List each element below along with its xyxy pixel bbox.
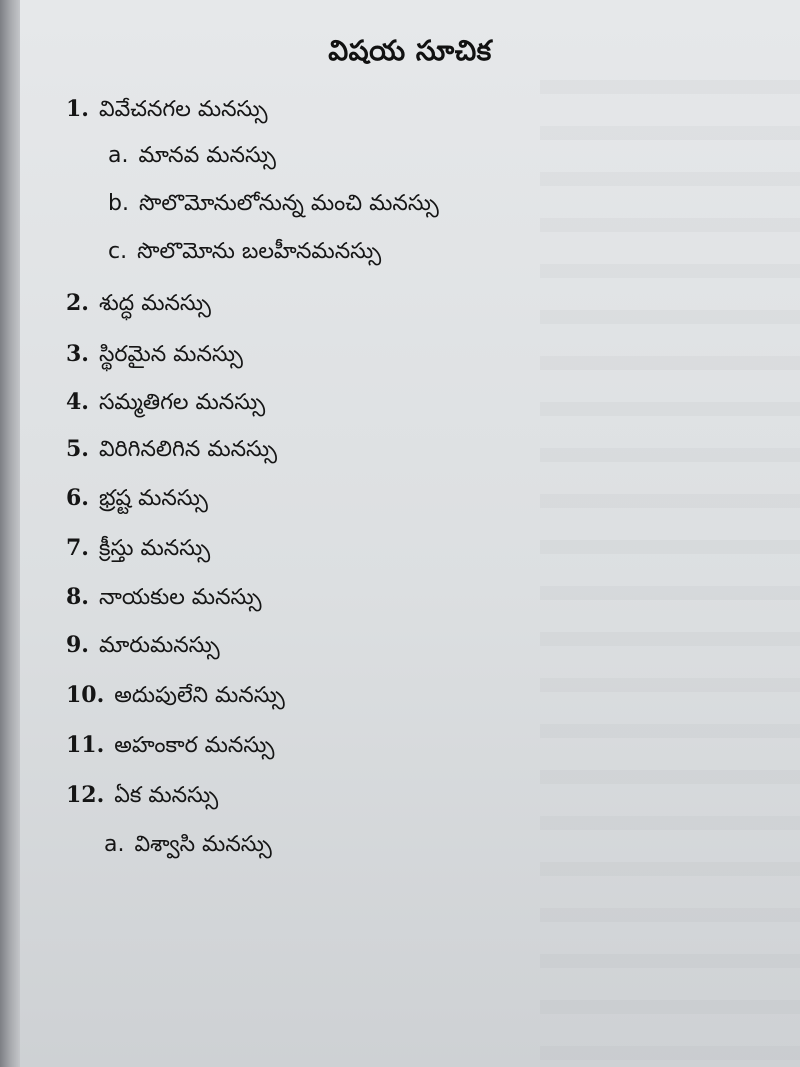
toc-item-9 (66, 631, 220, 660)
toc-item-number: a. (108, 143, 129, 168)
toc-item-text: స్థిరమైన మనస్సు (98, 342, 243, 367)
toc-item-text: అదుపులేని మనస్సు (114, 683, 285, 708)
toc-item-text: భ్రష్ట మనస్సు (98, 486, 208, 511)
toc-item-11 (66, 731, 274, 760)
toc-item-number: 7. (66, 535, 89, 561)
toc-subitem-1a (108, 142, 276, 170)
toc-item-text: విశ్వాసి మనస్సు (134, 832, 272, 857)
toc-item-text: వివేచనగల మనస్సు (98, 97, 268, 122)
toc-item-text: విరిగినలిగిన మనస్సు (98, 437, 278, 462)
toc-item-text: మారుమనస్సు (98, 633, 220, 658)
toc-item-12 (66, 781, 218, 810)
toc-item-text: మానవ మనస్సు (138, 143, 276, 168)
toc-subitem-12a (104, 831, 272, 859)
toc-item-number: b. (108, 191, 129, 216)
toc-item-number: 11. (66, 732, 105, 758)
toc-item-5 (66, 435, 277, 464)
toc-item-number: 4. (66, 389, 89, 415)
toc-item-8 (66, 583, 262, 612)
toc-item-number: a. (104, 832, 125, 857)
toc-item-text: నాయకుల మనస్సు (98, 585, 262, 610)
toc-item-number: 12. (66, 782, 105, 808)
toc-item-4 (66, 388, 265, 417)
toc-item-number: 8. (66, 584, 89, 610)
toc-item-text: సొలొమోనులోనున్న మంచి మనస్సు (138, 191, 439, 216)
toc-item-number: 6. (66, 485, 89, 511)
toc-item-number: 10. (66, 682, 105, 708)
toc-item-text: ఏక మనస్సు (114, 783, 219, 808)
toc-item-2 (66, 289, 211, 318)
toc-item-text: సొలొమోను బలహీనమనస్సు (137, 239, 382, 264)
page-title: విషయ సూచిక (328, 34, 492, 67)
toc-item-6 (66, 484, 208, 513)
toc-item-1 (66, 95, 268, 124)
toc-item-text: శుద్ధ మనస్సు (98, 291, 211, 316)
toc-item-number: c. (108, 239, 128, 264)
toc-item-text: క్రీస్తు మనస్సు (98, 536, 211, 561)
toc-subitem-1c (108, 238, 381, 266)
toc-subitem-1b (108, 190, 439, 218)
toc-item-text: అహంకార మనస్సు (114, 733, 275, 758)
toc-item-number: 9. (66, 632, 89, 658)
toc-item-text: సమ్మతిగల మనస్సు (98, 390, 266, 415)
toc-item-7 (66, 534, 210, 563)
toc-item-3 (66, 340, 243, 369)
toc-item-number: 2. (66, 290, 89, 316)
toc-item-number: 1. (66, 96, 89, 122)
toc-item-number: 3. (66, 341, 89, 367)
toc-item-number: 5. (66, 436, 89, 462)
toc-item-10 (66, 681, 285, 710)
